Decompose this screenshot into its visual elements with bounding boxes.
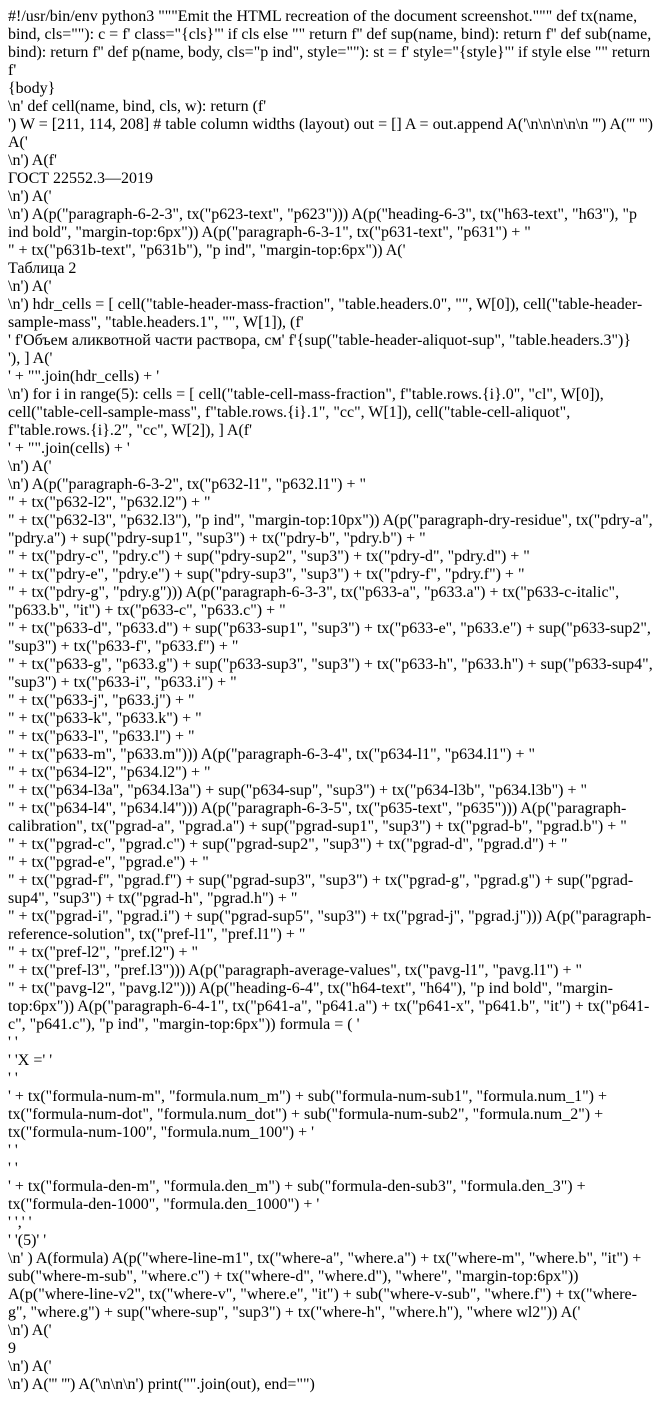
{name}: ' def sup(name, bind): return f'' def sub(name, bind): return f'' def p(name, body, cls="p ind", style=""): st = f' style="{style}"' if style else "" return f' {body} \n' def cell(name, bind, cls, w): return (f' ') W = [211, 114, 208] # table column widths (layout) out = [] A = out.append A('\n\n\n\n\n ''') A(''' ''') A(' \n') A(f' ГОСТ 22552.3—2019 \n') A(' \n') A(p("paragraph-6-2-3", tx("p623-text", "p623"))) A(p("heading-6-3", tx("h63-text", "h63"), "p ind bold", "margin-top:6px")) A(p("paragraph-6-3-1", tx("p631-text", "p631") + " " + tx("p631b-text", "p631b"), "p ind", "margin-top:6px")) A(' Таблица 2 \n') A(' \n') hdr_cells = [ cell("table-header-mass-fraction", "table.headers.0", "", W[0]), cell("table-header-sample-mass", "table.headers.1", "", W[1]), (f' ' f'Объем аликвотной части раствора, см' f'{sup("table-header-aliquot-sup", "table.headers.3")} '), ] A(' ' + "".join(hdr_cells) + ' \n') for i in range(5): cells = [ cell("table-cell-mass-fraction", f"table.rows.{i}.0", "cl", W[0]), cell("table-cell-sample-mass", f"table.rows.{i}.1", "cc", W[1]), cell("table-cell-aliquot", f"table.rows.{i}.2", "cc", W[2]), ] A(f' ' + "".join(cells) + ' \n') A(' \n') A(p("paragraph-6-3-2", tx("p632-l1", "p632.l1") + " " + tx("p632-l2", "p632.l2") + " " + tx("p632-l3", "p632.l3"), "p ind", "margin-top:10px")) A(p("paragraph-dry-residue", tx("pdry-a", "pdry.a") + sup("pdry-sup1", "sup3") + tx("pdry-b", "pdry.b") + " " + tx("pdry-c", "pdry.c") + sup("pdry-sup2", "sup3") + tx("pdry-d", "pdry.d") + " " + tx("pdry-e", "pdry.e") + sup("pdry-sup3", "sup3") + tx("pdry-f", "pdry.f") + " " + tx("pdry-g", "pdry.g"))) A(p("paragraph-6-3-3", tx("p633-a", "p633.a") + tx("p633-c-italic", "p633.b", "it") + tx("p633-c", "p633.c") + " " + tx("p633-d", "p633.d") + sup("p633-sup1", "sup3") + tx("p633-e", "p633.e") + sup("p633-sup2", "sup3") + tx("p633-f", "p633.f") + " " + tx("p633-g", "p633.g") + sup("p633-sup3", "sup3") + tx("p633-h", "p633.h") + sup("p633-sup4", "sup3") + tx("p633-i", "p633.i") + " " + tx("p633-j", "p633.j") + " " + tx("p633-k", "p633.k") + " " + tx("p633-l", "p633.l") + " " + tx("p633-m", "p633.m"))) A(p("paragraph-6-3-4", tx("p634-l1", "p634.l1") + " " + tx("p634-l2", "p634.l2") + " " + tx("p634-l3a", "p634.l3a") + sup("p634-sup", "sup3") + tx("p634-l3b", "p634.l3b") + " " + tx("p634-l4", "p634.l4"))) A(p("paragraph-6-3-5", tx("p635-text", "p635"))) A(p("paragraph-calibration", tx("pgrad-a", "pgrad.a") + sup("pgrad-sup1", "sup3") + tx("pgrad-b", "pgrad.b") + " " + tx("pgrad-c", "pgrad.c") + sup("pgrad-sup2", "sup3") + tx("pgrad-d", "pgrad.d") + " " + tx("pgrad-e", "pgrad.e") + " " + tx("pgrad-f", "pgrad.f") + sup("pgrad-sup3", "sup3") + tx("pgrad-g", "pgrad.g") + sup("pgrad-sup4", "sup3") + tx("pgrad-h", "pgrad.h") + " " + tx("pgrad-i", "pgrad.i") + sup("pgrad-sup5", "sup3") + tx("pgrad-j", "pgrad.j"))) A(p("paragraph-reference-solution", tx("pref-l1", "pref.l1") + " " + tx("pref-l2", "pref.l2") + " " + tx("pref-l3", "pref.l3"))) A(p("paragraph-average-values", tx("pavg-l1", "pavg.l1") + " " + tx("pavg-l2", "pavg.l2"))) A(p("heading-6-4", tx("h64-text", "h64"), "p ind bold", "margin-top:6px")) A(p("paragraph-6-4-1", tx("p641-a", "p641.a") + tx("p641-x", "p641.b", "it") + tx("p641-c", "p641.c"), "p ind", "margin-top:6px")) formula = ( ' ' ' ' 'X =' ' ' ' ' + tx("formula-num-m", "formula.num_m") + sub("formula-num-sub1", "formula.num_1") + tx("formula-num-dot", "formula.num_dot") + sub("formula-num-sub2", "formula.num_2") + tx("formula-num-100", "formula.num_100") + ' ' ' ' ' ' + tx("formula-den-m", "formula.den_m") + sub("formula-den-sub3", "formula.den_3") + tx("formula-den-1000", "formula.den_1000") + ' ' ',' ' ' '(5)' ' \n' ) A(formula) A(p("where-line-m1", tx("where-a", "where.a") + tx("where-m", "where.b", "it") + sub("where-m-sub", "where.c") + tx("where-d", "where.d"), "where", "margin-top:6px")) A(p("where-line-v2", tx("where-v", "where.e", "it") + sub("where-v-sub", "where.f") + tx("where-g", "where.g") + sup("where-sup", "sup3") + tx("where-h", "where.h"), "where wl2")) A(' \n') A(' 9 \n') A(' \n') A(''' ''') A('\n\n\n') print("".join(out), end="") xyxy=(8,26,653,1393)
{name}: {body} xyxy=(8,80,56,97)
document-page: \n') A(f' ГОСТ 22552.3—2019 \n') A(' \n') A(p("paragraph-6-2-3", tx("p623-text", "p623"))) A(p("heading-6-3", tx("h63-text", "h63"), "p ind bold", "margin-top:6px")) A(p("paragraph-6-3-1", tx("p631-text", "p631") + " " + tx("p631b-text", "p631b"), "p ind", "margin-top:6px")) A(' Таблица 2 \n') A(' \n') hdr_cells = [ cell("table-header-mass-fraction", "table.headers.0", "", W[0]), cell("table-header-sample-mass", "table.headers.1", "", W[1]), (f' ' f'Объем аликвотной части раствора, см' f'{sup("table-header-aliquot-sup", "table.headers.3")} '), ] A(' ' + "".join(hdr_cells) + ' \n') for i in range(5): cells = [ cell("table-cell-mass-fraction", f"table.rows.{i}.0", "cl", W[0]), cell("table-cell-sample-mass", f"table.rows.{i}.1", "cc", W[1]), cell("table-cell-aliquot", f"table.rows.{i}.2", "cc", W[2]), ] A(f' ' + "".join(cells) + ' \n') A(' \n') A(p("paragraph-6-3-2", tx("p632-l1", "p632.l1") + " " + tx("p632-l2", "p632.l2") + " " + tx("p632-l3", "p632.l3"), "p ind", "margin-top:10px")) A(p("paragraph-dry-residue", tx("pdry-a", "pdry.a") + sup("pdry-sup1", "sup3") + tx("pdry-b", "pdry.b") + " " + tx("pdry-c", "pdry.c") + sup("pdry-sup2", "sup3") + tx("pdry-d", "pdry.d") + " " + tx("pdry-e", "pdry.e") + sup("pdry-sup3", "sup3") + tx("pdry-f", "pdry.f") + " " + tx("pdry-g", "pdry.g"))) A(p("paragraph-6-3-3", tx("p633-a", "p633.a") + tx("p633-c-italic", "p633.b", "it") + tx("p633-c", "p633.c") + " " + tx("p633-d", "p633.d") + sup("p633-sup1", "sup3") + tx("p633-e", "p633.e") + sup("p633-sup2", "sup3") + tx("p633-f", "p633.f") + " " + tx("p633-g", "p633.g") + sup("p633-sup3", "sup3") + tx("p633-h", "p633.h") + sup("p633-sup4", "sup3") + tx("p633-i", "p633.i") + " " + tx("p633-j", "p633.j") + " " + tx("p633-k", "p633.k") + " " + tx("p633-l", "p633.l") + " " + tx("p633-m", "p633.m"))) A(p("paragraph-6-3-4", tx("p634-l1", "p634.l1") + " " + tx("p634-l2", "p634.l2") + " " + tx("p634-l3a", "p634.l3a") + sup("p634-sup", "sup3") + tx("p634-l3b", "p634.l3b") + " " + tx("p634-l4", "p634.l4"))) A(p("paragraph-6-3-5", tx("p635-text", "p635"))) A(p("paragraph-calibration", tx("pgrad-a", "pgrad.a") + sup("pgrad-sup1", "sup3") + tx("pgrad-b", "pgrad.b") + " " + tx("pgrad-c", "pgrad.c") + sup("pgrad-sup2", "sup3") + tx("pgrad-d", "pgrad.d") + " " + tx("pgrad-e", "pgrad.e") + " " + tx("pgrad-f", "pgrad.f") + sup("pgrad-sup3", "sup3") + tx("pgrad-g", "pgrad.g") + sup("pgrad-sup4", "sup3") + tx("pgrad-h", "pgrad.h") + " " + tx("pgrad-i", "pgrad.i") + sup("pgrad-sup5", "sup3") + tx("pgrad-j", "pgrad.j"))) A(p("paragraph-reference-solution", tx("pref-l1", "pref.l1") + " " + tx("pref-l2", "pref.l2") + " " + tx("pref-l3", "pref.l3"))) A(p("paragraph-average-values", tx("pavg-l1", "pavg.l1") + " " + tx("pavg-l2", "pavg.l2"))) A(p("heading-6-4", tx("h64-text", "h64"), "p ind bold", "margin-top:6px")) A(p("paragraph-6-4-1", tx("p641-a", "p641.a") + tx("p641-x", "p641.b", "it") + tx("p641-c", "p641.c"), "p ind", "margin-top:6px")) formula = ( ' ' ' ' 'X =' ' ' ' ' + tx("formula-num-m", "formula.num_m") + sub("formula-num-sub1", "formula.num_1") + tx("formula-num-dot", "formula.num_dot") + sub("formula-num-sub2", "formula.num_2") + tx("formula-num-100", "formula.num_100") + ' ' ' ' ' ' + tx("formula-den-m", "formula.den_m") + sub("formula-den-sub3", "formula.den_3") + tx("formula-den-1000", "formula.den_1000") + ' ' ',' ' ' '(5)' ' \n' ) A(formula) A(p("where-line-m1", tx("where-a", "where.a") + tx("where-m", "where.b", "it") + sub("where-m-sub", "where.c") + tx("where-d", "where.d"), "where", "margin-top:6px")) A(p("where-line-v2", tx("where-v", "where.e", "it") + sub("where-v-sub", "where.f") + tx("where-g", "where.g") + sup("where-sup", "sup3") + tx("where-h", "where.h"), "where wl2")) A(' \n') A(' 9 \n') A(' xyxy=(8,152,653,1375)
table-header-row: ' + "".join(hdr_cells) + ' xyxy=(8,368,160,385)
standard-code-header: ГОСТ 22552.3—2019 xyxy=(8,170,154,187)
formula-lhs: X = xyxy=(17,1052,43,1069)
page-number: 9 xyxy=(8,1340,16,1357)
table-caption: Таблица 2 xyxy=(8,260,77,277)
document-body: \n') A(p("paragraph-6-2-3", tx("p623-text", "p623"))) A(p("heading-6-3", tx("h63-text", "h63"), "p ind bold", "margin-top:6px")) A(p("paragraph-6-3-1", tx("p631-text", "p631") + " " + tx("p631b-text", "p631b"), "p ind", "margin-top:6px")) A(' Таблица 2 \n') A(' \n') hdr_cells = [ cell("table-header-mass-fraction", "table.headers.0", "", W[0]), cell("table-header-sample-mass", "table.headers.1", "", W[1]), (f' ' f'Объем аликвотной части раствора, см' f'{sup("table-header-aliquot-sup", "table.headers.3")} '), ] A(' ' + "".join(hdr_cells) + ' \n') for i in range(5): cells = [ cell("table-cell-mass-fraction", f"table.rows.{i}.0", "cl", W[0]), cell("table-cell-sample-mass", f"table.rows.{i}.1", "cc", W[1]), cell("table-cell-aliquot", f"table.rows.{i}.2", "cc", W[2]), ] A(f' ' + "".join(cells) + ' \n') A(' \n') A(p("paragraph-6-3-2", tx("p632-l1", "p632.l1") + " " + tx("p632-l2", "p632.l2") + " " + tx("p632-l3", "p632.l3"), "p ind", "margin-top:10px")) A(p("paragraph-dry-residue", tx("pdry-a", "pdry.a") + sup("pdry-sup1", "sup3") + tx("pdry-b", "pdry.b") + " " + tx("pdry-c", "pdry.c") + sup("pdry-sup2", "sup3") + tx("pdry-d", "pdry.d") + " " + tx("pdry-e", "pdry.e") + sup("pdry-sup3", "sup3") + tx("pdry-f", "pdry.f") + " " + tx("pdry-g", "pdry.g"))) A(p("paragraph-6-3-3", tx("p633-a", "p633.a") + tx("p633-c-italic", "p633.b", "it") + tx("p633-c", "p633.c") + " " + tx("p633-d", "p633.d") + sup("p633-sup1", "sup3") + tx("p633-e", "p633.e") + sup("p633-sup2", "sup3") + tx("p633-f", "p633.f") + " " + tx("p633-g", "p633.g") + sup("p633-sup3", "sup3") + tx("p633-h", "p633.h") + sup("p633-sup4", "sup3") + tx("p633-i", "p633.i") + " " + tx("p633-j", "p633.j") + " " + tx("p633-k", "p633.k") + " " + tx("p633-l", "p633.l") + " " + tx("p633-m", "p633.m"))) A(p("paragraph-6-3-4", tx("p634-l1", "p634.l1") + " " + tx("p634-l2", "p634.l2") + " " + tx("p634-l3a", "p634.l3a") + sup("p634-sup", "sup3") + tx("p634-l3b", "p634.l3b") + " " + tx("p634-l4", "p634.l4"))) A(p("paragraph-6-3-5", tx("p635-text", "p635"))) A(p("paragraph-calibration", tx("pgrad-a", "pgrad.a") + sup("pgrad-sup1", "sup3") + tx("pgrad-b", "pgrad.b") + " " + tx("pgrad-c", "pgrad.c") + sup("pgrad-sup2", "sup3") + tx("pgrad-d", "pgrad.d") + " " + tx("pgrad-e", "pgrad.e") + " " + tx("pgrad-f", "pgrad.f") + sup("pgrad-sup3", "sup3") + tx("pgrad-g", "pgrad.g") + sup("pgrad-sup4", "sup3") + tx("pgrad-h", "pgrad.h") + " " + tx("pgrad-i", "pgrad.i") + sup("pgrad-sup5", "sup3") + tx("pgrad-j", "pgrad.j"))) A(p("paragraph-reference-solution", tx("pref-l1", "pref.l1") + " " + tx("pref-l2", "pref.l2") + " " + tx("pref-l3", "pref.l3"))) A(p("paragraph-average-values", tx("pavg-l1", "pavg.l1") + " " + tx("pavg-l2", "pavg.l2"))) A(p("heading-6-4", tx("h64-text", "h64"), "p ind bold", "margin-top:6px")) A(p("paragraph-6-4-1", tx("p641-a", "p641.a") + tx("p641-x", "p641.b", "it") + tx("p641-c", "p641.c"), "p ind", "margin-top:6px")) formula = ( ' ' ' ' 'X =' ' ' ' ' + tx("formula-num-m", "formula.num_m") + sub("formula-num-sub1", "formula.num_1") + tx("formula-num-dot", "formula.num_dot") + sub("formula-num-sub2", "formula.num_2") + tx("formula-num-100", "formula.num_100") + ' ' ' ' ' ' + tx("formula-den-m", "formula.den_m") + sub("formula-den-sub3", "formula.den_3") + tx("formula-den-1000", "formula.den_1000") + ' ' ',' ' ' '(5)' ' \n' ) A(formula) A(p("where-line-m1", tx("where-a", "where.a") + tx("where-m", "where.b", "it") + sub("where-m-sub", "where.c") + tx("where-d", "where.d"), "where", "margin-top:6px")) A(p("where-line-v2", tx("where-v", "where.e", "it") + sub("where-v-sub", "where.f") + tx("where-g", "where.g") + sup("where-sup", "sup3") + tx("where-h", "where.h"), "where wl2")) A(' xyxy=(8,206,653,1321)
formula-denominator: ' + tx("formula-den-m", "formula.den_m") + sub("formula-den-sub3", "formula.den_3") + tx("formula-den-1000", "formula.den_1000") + ' xyxy=(8,1178,586,1213)
table-row: ' + "".join(cells) + ' xyxy=(8,440,130,457)
table-header-aliquot-text: Объем аликвотной части раствора, см xyxy=(23,332,282,349)
table-header-aliquot: ' f'Объем аликвотной части раствора, см' f'{sup("table-header-aliquot-sup", "table.headers.3")} xyxy=(8,332,632,349)
formula-comma: , xyxy=(17,1214,22,1231)
formula-fraction: ' ' ' + tx("formula-num-m", "formula.num_m") + sub("formula-num-sub1", "formula.num_1") + tx("formula-num-dot", "formula.num_dot") + sub("formula-num-sub2", "formula.num_2") + tx("formula-num-100", "formula.num_100") + ' ' ' ' ' ' + tx("formula-den-m", "formula.den_m") + sub("formula-den-sub3", "formula.den_3") + tx("formula-den-1000", "formula.den_1000") + ' xyxy=(8,1070,653,1214)
formula-numerator: ' + tx("formula-num-m", "formula.num_m") + sub("formula-num-sub1", "formula.num_1") + tx("formula-num-dot", "formula.num_dot") + sub("formula-num-sub2", "formula.num_2") + tx("formula-num-100", "formula.num_100") + ' xyxy=(8,1088,607,1141)
formula-5: ' ' ' 'X =' ' ' ' ' + tx("formula-num-m", "formula.num_m") + sub("formula-num-sub1", "formula.num_1") + tx("formula-num-dot", "formula.num_dot") + sub("formula-num-sub2", "formula.num_2") + tx("formula-num-100", "formula.num_100") + ' ' ' ' ' ' + tx("formula-den-m", "formula.den_m") + sub("formula-den-sub3", "formula.den_3") + tx("formula-den-1000", "formula.den_1000") + ' ' ',' ' ' '(5)' ' xyxy=(8,1034,653,1250)
formula-body: ' 'X =' ' ' ' ' + tx("formula-num-m", "formula.num_m") + sub("formula-num-sub1", "formula.num_1") + tx("formula-num-dot", "formula.num_dot") + sub("formula-num-sub2", "formula.num_2") + tx("formula-num-100", "formula.num_100") + ' ' ' ' ' ' + tx("formula-den-m", "formula.den_m") + sub("formula-den-sub3", "formula.den_3") + tx("formula-den-1000", "formula.den_1000") + ' ' ',' ' xyxy=(8,1052,653,1232)
formula-number: (5) xyxy=(17,1232,37,1249)
table-2: \n') hdr_cells = [ cell("table-header-mass-fraction", "table.headers.0", "", W[0]), cell("table-header-sample-mass", "table.headers.1", "", W[1]), (f' ' f'Объем аликвотной части раствора, см' f'{sup("table-header-aliquot-sup", "table.headers.3")} '), ] A(' ' + "".join(hdr_cells) + ' \n') for i in range(5): cells = [ cell("table-cell-mass-fraction", f"table.rows.{i}.0", "cl", W[0]), cell("table-cell-sample-mass", f"table.rows.{i}.1", "cc", W[1]), cell("table-cell-aliquot", f"table.rows.{i}.2", "cc", W[2]), ] A(f' ' + "".join(cells) + ' \n') A(' xyxy=(8,296,653,476)
